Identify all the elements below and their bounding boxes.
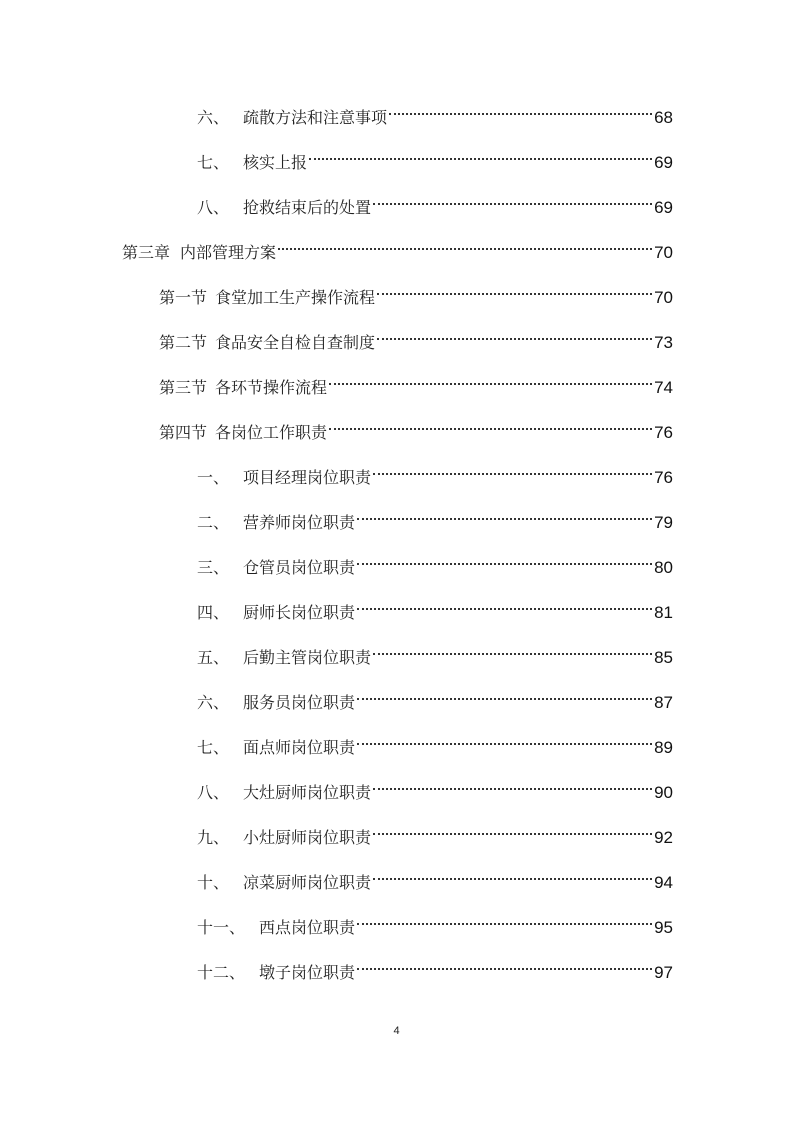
toc-entry[interactable] (197, 95, 673, 127)
toc-entry-title: 各岗位工作职责 (215, 423, 328, 442)
dot-leader (373, 185, 652, 213)
toc-entry-page: 70 (654, 243, 673, 262)
toc-entry[interactable] (197, 770, 673, 802)
toc-entry-page: 79 (654, 513, 673, 532)
toc-entry-title: 服务员岗位职责 (243, 693, 356, 712)
toc-entry-number: 九、 (197, 828, 230, 847)
toc-entry-title: 食品安全自检自查制度 (215, 333, 376, 352)
toc-entry-page: 87 (654, 693, 673, 712)
toc-entry-page: 97 (654, 963, 673, 982)
toc-entry[interactable] (197, 635, 673, 667)
toc-entry[interactable] (197, 815, 673, 847)
toc-entry-page: 73 (654, 333, 673, 352)
toc-entry-title: 小灶厨师岗位职责 (243, 828, 372, 847)
toc-entry-page: 94 (654, 873, 673, 892)
toc-section-entry[interactable] (159, 410, 673, 442)
toc-entry-number: 七、 (197, 153, 230, 172)
toc-entry-number: 十、 (197, 873, 230, 892)
toc-entry-title: 墩子岗位职责 (259, 963, 356, 982)
toc-entry-title: 营养师岗位职责 (243, 513, 356, 532)
toc-entry-page: 68 (654, 108, 673, 127)
toc-entry-page: 70 (654, 288, 673, 307)
dot-leader (357, 590, 652, 618)
dot-leader (278, 230, 652, 258)
dot-leader (329, 365, 652, 393)
toc-entry-page: 74 (654, 378, 673, 397)
toc-entry-title: 厨师长岗位职责 (243, 603, 356, 622)
toc-entry-number: 三、 (197, 558, 230, 577)
dot-leader (329, 410, 652, 438)
toc-section-entry[interactable] (159, 320, 673, 352)
toc-chapter-entry[interactable] (122, 230, 673, 262)
dot-leader (373, 815, 652, 843)
page-number: 4 (393, 1025, 400, 1037)
toc-entry-number: 八、 (197, 783, 230, 802)
toc-entry-title: 抢救结束后的处置 (243, 198, 372, 217)
toc-entry-page: 90 (654, 783, 673, 802)
toc-entry[interactable] (197, 545, 673, 577)
toc-entry[interactable] (197, 500, 673, 532)
toc-entry-title: 核实上报 (243, 153, 308, 172)
toc-entry-number: 第三节 (159, 378, 208, 397)
toc-entry-page: 89 (654, 738, 673, 757)
toc-entry-number: 五、 (197, 648, 230, 667)
toc-entry-title: 疏散方法和注意事项 (243, 108, 388, 127)
toc-entry[interactable] (197, 590, 673, 622)
toc-entry-title: 内部管理方案 (180, 243, 277, 262)
toc-entry-number: 七、 (197, 738, 230, 757)
toc-entry-page: 76 (654, 468, 673, 487)
toc-entry-title: 大灶厨师岗位职责 (243, 783, 372, 802)
toc-entry-number: 六、 (197, 108, 230, 127)
dot-leader (357, 905, 652, 933)
toc-entry-page: 69 (654, 153, 673, 172)
toc-entry-page: 80 (654, 558, 673, 577)
toc-entry-number: 第四节 (159, 423, 208, 442)
toc-section-entry[interactable] (159, 275, 673, 307)
toc-entry[interactable] (197, 140, 673, 172)
toc-entry[interactable] (197, 680, 673, 712)
dot-leader (357, 680, 652, 708)
dot-leader (373, 455, 652, 483)
toc-entry-page: 85 (654, 648, 673, 667)
dot-leader (357, 725, 652, 753)
toc-entry[interactable] (197, 455, 673, 487)
dot-leader (357, 545, 652, 573)
toc-section-entry[interactable] (159, 365, 673, 397)
toc-entry-number: 二、 (197, 513, 230, 532)
toc-entry-number: 六、 (197, 693, 230, 712)
toc-entry-number: 十一、 (197, 918, 246, 937)
toc-entry-title: 凉菜厨师岗位职责 (243, 873, 372, 892)
toc-entry-title: 食堂加工生产操作流程 (215, 288, 376, 307)
toc-entry-number: 第三章 (122, 243, 171, 262)
toc-entry-number: 十二、 (197, 963, 246, 982)
dot-leader (357, 950, 652, 978)
toc-entry-title: 后勤主管岗位职责 (243, 648, 372, 667)
toc-entry-page: 95 (654, 918, 673, 937)
dot-leader (357, 500, 652, 528)
toc-entry-title: 仓管员岗位职责 (243, 558, 356, 577)
dot-leader (373, 635, 652, 663)
toc-entry[interactable] (197, 950, 673, 982)
toc-entry-number: 一、 (197, 468, 230, 487)
toc-entry[interactable] (197, 905, 673, 937)
dot-leader (377, 275, 652, 303)
dot-leader (389, 95, 652, 123)
dot-leader (373, 770, 652, 798)
toc-entry-title: 各环节操作流程 (215, 378, 328, 397)
toc-entry-page: 81 (654, 603, 673, 622)
toc-entry-number: 第二节 (159, 333, 208, 352)
toc-entry-title: 面点师岗位职责 (243, 738, 356, 757)
dot-leader (309, 140, 652, 168)
toc-entry-page: 76 (654, 423, 673, 442)
dot-leader (377, 320, 652, 348)
toc-entry-number: 第一节 (159, 288, 208, 307)
toc-entry-page: 69 (654, 198, 673, 217)
dot-leader (373, 860, 652, 888)
toc-entry-number: 八、 (197, 198, 230, 217)
toc-entry[interactable] (197, 725, 673, 757)
toc-entry-title: 项目经理岗位职责 (243, 468, 372, 487)
toc-entry-number: 四、 (197, 603, 230, 622)
toc-entry-title: 西点岗位职责 (259, 918, 356, 937)
toc-entry-page: 92 (654, 828, 673, 847)
toc-entry[interactable] (197, 185, 673, 217)
toc-entry[interactable] (197, 860, 673, 892)
